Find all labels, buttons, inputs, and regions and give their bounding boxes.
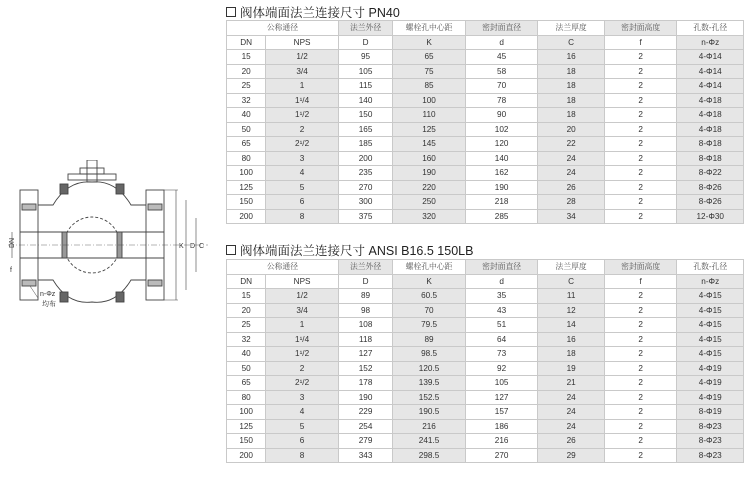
table-cell: 2 [604,166,677,181]
table-cell: 8 [266,448,339,463]
table-cell: 11 [538,289,605,304]
table-cell: 160 [393,151,466,166]
header-cell: 公称通径 [227,260,339,275]
table-cell: 8-Φ18 [677,137,744,152]
table-cell: 8-Φ26 [677,195,744,210]
table-cell: 2 [604,137,677,152]
table-cell: 1/2 [266,50,339,65]
table-cell: 4-Φ14 [677,64,744,79]
table-cell: 6 [266,434,339,449]
table-row [227,434,744,449]
table-cell: 1¹/4 [266,332,339,347]
subheader-cell: C [538,274,605,289]
table-cell: 4 [266,166,339,181]
header-cell: 孔数-孔径 [677,21,744,36]
subheader-cell: K [393,35,466,50]
table-cell: 2 [604,405,677,420]
table-cell: 2 [604,108,677,123]
subheader-cell: n-Φz [677,35,744,50]
table-row [227,50,744,65]
table-cell: 90 [465,108,538,123]
table-cell: 157 [465,405,538,420]
table-cell: 5 [266,419,339,434]
table-cell: 2 [604,289,677,304]
table-cell: 60.5 [393,289,466,304]
table-cell: 8-Φ23 [677,448,744,463]
table-cell: 4-Φ18 [677,108,744,123]
table-cell: 115 [338,79,392,94]
table-cell: 20 [227,64,266,79]
table-row [227,180,744,195]
subheader-cell: K [393,274,466,289]
table-cell: 65 [393,50,466,65]
table-cell: 5 [266,180,339,195]
table-cell: 98 [338,303,392,318]
table-cell: 150 [227,195,266,210]
table-cell: 85 [393,79,466,94]
table-cell: 120 [465,137,538,152]
table-cell: 2 [604,332,677,347]
table-cell: 29 [538,448,605,463]
table-cell: 200 [227,209,266,224]
subheader-cell: d [465,35,538,50]
table-cell: 110 [393,108,466,123]
header-cell: 密封面高度 [604,21,677,36]
table-cell: 270 [338,180,392,195]
table-cell: 35 [465,289,538,304]
table-cell: 216 [393,419,466,434]
table-cell: 140 [465,151,538,166]
table-cell: 26 [538,434,605,449]
table-row [227,108,744,123]
header-row [227,260,744,275]
table-cell: 51 [465,318,538,333]
table-cell: 145 [393,137,466,152]
table-cell: 100 [227,166,266,181]
table-cell: 190 [393,166,466,181]
table-cell: 89 [338,289,392,304]
table-cell: 32 [227,332,266,347]
title-standard: ANSI B16.5 150LB [368,244,474,258]
table-cell: 186 [465,419,538,434]
header-cell: 法兰厚度 [538,21,605,36]
table-row [227,122,744,137]
table-cell: 43 [465,303,538,318]
table-cell: 21 [538,376,605,391]
table-cell: 24 [538,419,605,434]
table-cell: 2 [266,122,339,137]
table-cell: 70 [393,303,466,318]
table-row [227,361,744,376]
header-cell: 孔数-孔径 [677,260,744,275]
table-cell: 65 [227,137,266,152]
table-cell: 4-Φ14 [677,79,744,94]
table-cell: 4-Φ18 [677,122,744,137]
table-cell: 95 [338,50,392,65]
table-cell: 298.5 [393,448,466,463]
table-cell: 108 [338,318,392,333]
table-cell: 75 [393,64,466,79]
table-cell: 40 [227,347,266,362]
table-cell: 127 [465,390,538,405]
title-square-icon [226,7,236,17]
table-cell: 16 [538,332,605,347]
drawing-label-even: 均布 [42,301,56,308]
table-row [227,195,744,210]
table-cell: 4-Φ19 [677,361,744,376]
table-row [227,390,744,405]
table-cell: 250 [393,195,466,210]
table-cell: 80 [227,151,266,166]
table-cell: 2 [604,318,677,333]
table-row [227,347,744,362]
table-cell: 12 [538,303,605,318]
table-cell: 150 [338,108,392,123]
subheader-cell: NPS [266,274,339,289]
title-text: 阀体端面法兰连接尺寸 [240,6,366,20]
table-cell: 8-Φ18 [677,151,744,166]
table-cell: 65 [227,376,266,391]
subheader-cell: D [338,35,392,50]
table-cell: 190 [338,390,392,405]
table-cell: 22 [538,137,605,152]
table-cell: 25 [227,79,266,94]
drawing-label-c: C [199,243,205,250]
table-cell: 3 [266,151,339,166]
table-row [227,209,744,224]
table-row [227,405,744,420]
table-cell: 185 [338,137,392,152]
table-cell: 300 [338,195,392,210]
table-cell: 14 [538,318,605,333]
header-cell: 法兰厚度 [538,260,605,275]
header-cell: 密封面直径 [465,260,538,275]
table-cell: 4-Φ15 [677,332,744,347]
table-cell: 162 [465,166,538,181]
table-cell: 200 [227,448,266,463]
table-cell: 24 [538,390,605,405]
drawing-label-d: D [190,243,196,250]
header-cell: 法兰外径 [338,260,392,275]
table-cell: 24 [538,166,605,181]
table-cell: 105 [338,64,392,79]
table-cell: 2 [604,180,677,195]
table-cell: 102 [465,122,538,137]
subheader-cell: NPS [266,35,339,50]
subheader-cell: DN [227,274,266,289]
table-cell: 25 [227,318,266,333]
table-cell: 254 [338,419,392,434]
table-cell: 40 [227,108,266,123]
table-cell: 4-Φ15 [677,347,744,362]
table-cell: 24 [538,405,605,420]
table-cell: 2 [604,79,677,94]
table-cell: 165 [338,122,392,137]
table-row [227,419,744,434]
table-row [227,93,744,108]
table-cell: 4-Φ19 [677,376,744,391]
table-cell: 2 [266,361,339,376]
table-cell: 190 [465,180,538,195]
header-cell: 螺栓孔中心距 [393,21,466,36]
table-cell: 19 [538,361,605,376]
table-cell: 190.5 [393,405,466,420]
title-square-icon [226,245,236,255]
table-cell: 2¹/2 [266,376,339,391]
table-cell: 125 [227,419,266,434]
table-cell: 220 [393,180,466,195]
table-cell: 4-Φ14 [677,50,744,65]
table-cell: 1/2 [266,289,339,304]
table-cell: 152.5 [393,390,466,405]
subheader-cell: D [338,274,392,289]
table-cell: 20 [227,303,266,318]
table-cell: 2 [604,390,677,405]
drawing-label-holes: n-Φz [40,291,56,298]
table-cell: 12-Φ30 [677,209,744,224]
table-cell: 4-Φ18 [677,93,744,108]
subheader-cell: f [604,274,677,289]
table-cell: 18 [538,93,605,108]
table-cell: 8-Φ23 [677,419,744,434]
table-cell: 320 [393,209,466,224]
header-cell: 法兰外径 [338,21,392,36]
table-cell: 178 [338,376,392,391]
table-title-ansi [226,241,473,259]
table-cell: 118 [338,332,392,347]
table-cell: 2 [604,303,677,318]
table-row [227,303,744,318]
table-cell: 45 [465,50,538,65]
table-cell: 152 [338,361,392,376]
table-cell: 3/4 [266,64,339,79]
subheader-cell: DN [227,35,266,50]
subheader-row [227,274,744,289]
table-cell: 2 [604,195,677,210]
table-cell: 79.5 [393,318,466,333]
header-cell: 密封面高度 [604,260,677,275]
header-row [227,21,744,36]
table-cell: 8 [266,209,339,224]
drawing-label-f: f [10,267,12,274]
table-cell: 34 [538,209,605,224]
table-row [227,151,744,166]
table-cell: 1¹/2 [266,347,339,362]
table-cell: 100 [393,93,466,108]
flange-table-ansi [226,259,744,463]
table-row [227,318,744,333]
subheader-cell: n-Φz [677,274,744,289]
table-cell: 105 [465,376,538,391]
table-cell: 2 [604,361,677,376]
table-cell: 150 [227,434,266,449]
table-cell: 200 [338,151,392,166]
table-row [227,79,744,94]
table-cell: 8-Φ22 [677,166,744,181]
table-cell: 1 [266,79,339,94]
table-cell: 15 [227,50,266,65]
table-cell: 18 [538,64,605,79]
header-cell: 公称通径 [227,21,339,36]
table-cell: 2 [604,50,677,65]
table-cell: 16 [538,50,605,65]
drawing-label-k: K [179,243,184,250]
table-cell: 2 [604,448,677,463]
table-cell: 24 [538,151,605,166]
table-cell: 140 [338,93,392,108]
table-cell: 1 [266,318,339,333]
table-cell: 229 [338,405,392,420]
table-cell: 18 [538,79,605,94]
table-cell: 241.5 [393,434,466,449]
valve-section-drawing [8,160,208,310]
table-cell: 4-Φ15 [677,303,744,318]
table-cell: 4-Φ19 [677,390,744,405]
table-row [227,289,744,304]
table-cell: 18 [538,347,605,362]
table-row [227,376,744,391]
table-cell: 80 [227,390,266,405]
subheader-row [227,35,744,50]
table-cell: 4-Φ15 [677,289,744,304]
table-cell: 3 [266,390,339,405]
table-row [227,332,744,347]
table-cell: 125 [227,180,266,195]
header-cell: 螺栓孔中心距 [393,260,466,275]
table-cell: 2 [604,93,677,108]
table-cell: 32 [227,93,266,108]
table-row [227,166,744,181]
table-cell: 28 [538,195,605,210]
table-cell: 2 [604,64,677,79]
title-text: 阀体端面法兰连接尺寸 [240,244,366,258]
table-row [227,448,744,463]
table-row [227,64,744,79]
table-cell: 2¹/2 [266,137,339,152]
table-cell: 2 [604,151,677,166]
table-cell: 58 [465,64,538,79]
table-cell: 4-Φ15 [677,318,744,333]
table-cell: 64 [465,332,538,347]
table-cell: 4 [266,405,339,420]
table-cell: 8-Φ19 [677,405,744,420]
table-cell: 78 [465,93,538,108]
table-cell: 1¹/4 [266,93,339,108]
table-cell: 15 [227,289,266,304]
table-cell: 6 [266,195,339,210]
table-cell: 2 [604,122,677,137]
table-row [227,137,744,152]
table-cell: 89 [393,332,466,347]
table-cell: 8-Φ26 [677,180,744,195]
subheader-cell: C [538,35,605,50]
table-cell: 2 [604,347,677,362]
table-cell: 2 [604,209,677,224]
title-standard: PN40 [368,6,400,20]
table-cell: 18 [538,108,605,123]
table-cell: 139.5 [393,376,466,391]
table-cell: 70 [465,79,538,94]
flange-table-pn40 [226,20,744,224]
table-cell: 26 [538,180,605,195]
table-cell: 270 [465,448,538,463]
table-cell: 235 [338,166,392,181]
table-cell: 8-Φ23 [677,434,744,449]
table-cell: 343 [338,448,392,463]
table-cell: 127 [338,347,392,362]
table-title-pn40 [226,3,400,21]
table-cell: 375 [338,209,392,224]
table-cell: 92 [465,361,538,376]
table-cell: 98.5 [393,347,466,362]
table-cell: 218 [465,195,538,210]
table-cell: 3/4 [266,303,339,318]
table-cell: 285 [465,209,538,224]
table-cell: 120.5 [393,361,466,376]
drawing-label-dn: DN [9,237,16,248]
subheader-cell: d [465,274,538,289]
table-cell: 1¹/2 [266,108,339,123]
table-cell: 50 [227,361,266,376]
table-cell: 20 [538,122,605,137]
table-cell: 216 [465,434,538,449]
table-cell: 125 [393,122,466,137]
table-cell: 2 [604,419,677,434]
header-cell: 密封面直径 [465,21,538,36]
table-cell: 2 [604,376,677,391]
subheader-cell: f [604,35,677,50]
table-cell: 100 [227,405,266,420]
table-cell: 2 [604,434,677,449]
table-cell: 50 [227,122,266,137]
table-cell: 73 [465,347,538,362]
table-cell: 279 [338,434,392,449]
